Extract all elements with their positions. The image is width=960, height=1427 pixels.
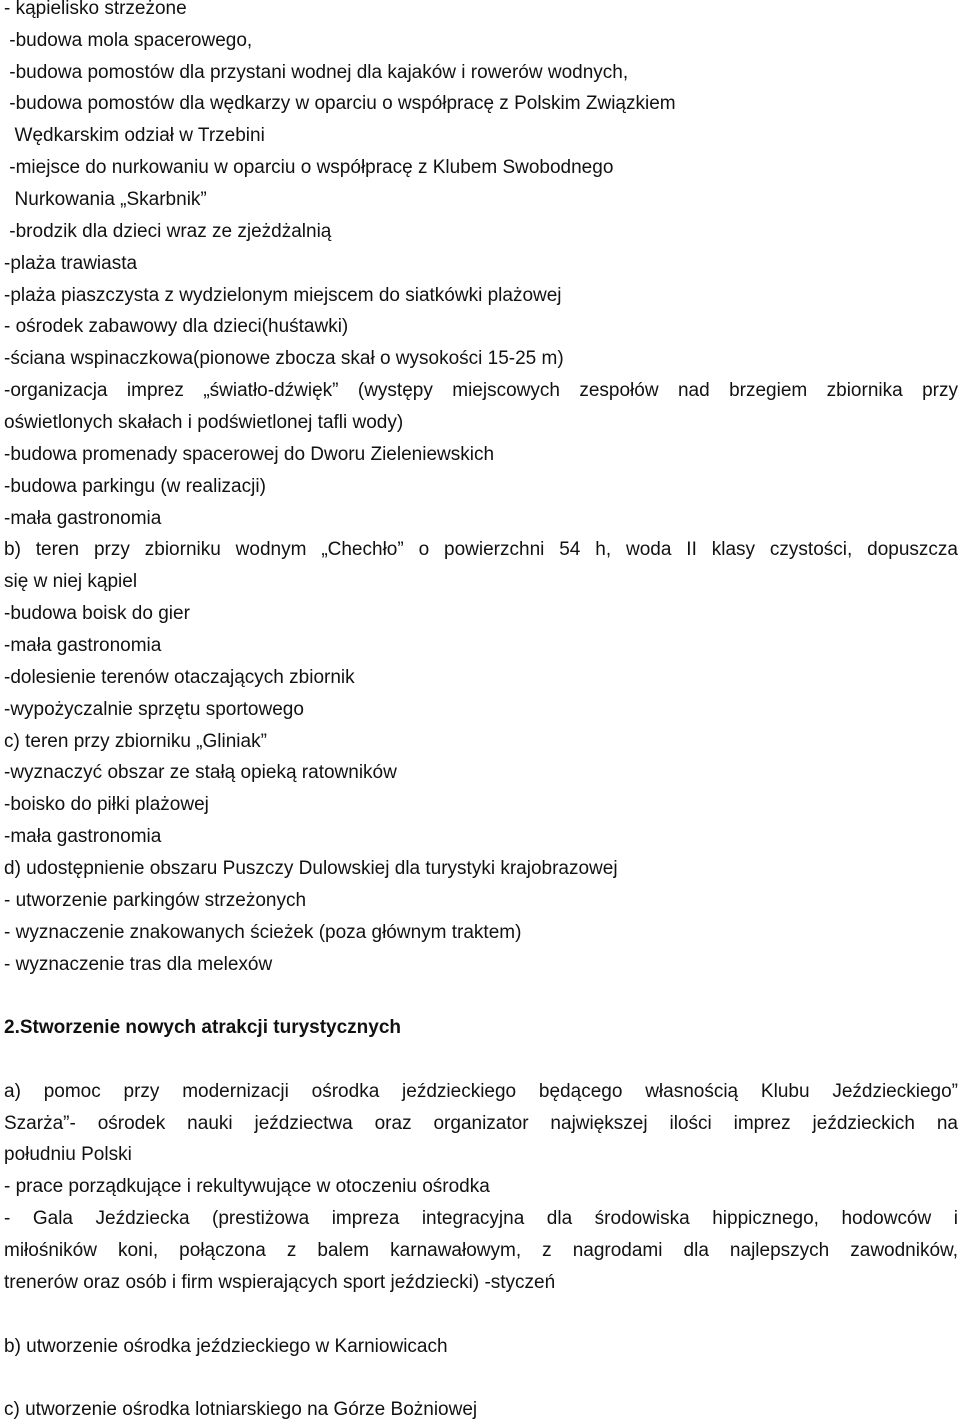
list-item: -budowa promenady spacerowej do Dworu Zieleniewskich [4,444,495,465]
list-item: -budowa mola spacerowego, [4,30,253,51]
paragraph-line: trenerów oraz osób i firm wspierających sport jeździecki) -styczeń [4,1272,556,1293]
list-heading: d) udostępnienie obszaru Puszczy Dulowskiej dla turystyki krajobrazowej [4,858,618,879]
list-item: -plaża piaszczysta z wydzielonym miejscem do siatkówki plażowej [4,285,562,306]
list-item: - utworzenie parkingów strzeżonych [4,890,307,911]
list-item: -wypożyczalnie sprzętu sportowego [4,699,304,720]
list-item: się w niej kąpiel [4,571,138,592]
list-item: -mała gastronomia [4,508,162,529]
list-item: -mała gastronomia [4,635,162,656]
list-item: -miejsce do nurkowaniu w oparciu o współpracę z Klubem Swobodnego [4,157,614,178]
list-item: -plaża trawiasta [4,253,138,274]
paragraph-line: miłośników koni, połączona z balem karnawałowym, z nagrodami dla najlepszych zawodników, [4,1240,958,1261]
list-heading: c) teren przy zbiorniku „Gliniak” [4,731,267,752]
section-heading: 2.Stworzenie nowych atrakcji turystycznych [4,1017,402,1038]
paragraph-line: a) pomoc przy modernizacji ośrodka jeździeckiego będącego własnością Klubu Jeździeckiego” [4,1081,958,1102]
paragraph-line: - Gala Jeździecka (prestiżowa impreza integracyjna dla środowiska hippicznego, hodowców i [4,1208,958,1229]
list-item: -brodzik dla dzieci wraz ze zjeżdżalnią [4,221,332,242]
list-item: -budowa boisk do gier [4,603,190,624]
list-item: Wędkarskim odział w Trzebini [4,125,265,146]
list-item: -ściana wspinaczkowa(pionowe zbocza skał o wysokości 15-25 m) [4,348,564,369]
list-item: -organizacja imprez „światło-dźwięk” (występy miejscowych zespołów nad brzegiem zbiornika przy [4,380,958,401]
list-item: Nurkowania „Skarbnik” [4,189,207,210]
list-item: - prace porządkujące i rekultywujące w otoczeniu ośrodka [4,1176,490,1197]
paragraph-line: południu Polski [4,1144,132,1165]
list-heading: b) utworzenie ośrodka jeździeckiego w Karniowicach [4,1336,448,1357]
list-item: -dolesienie terenów otaczających zbiornik [4,667,355,688]
list-item: -budowa pomostów dla przystani wodnej dla kajaków i rowerów wodnych, [4,62,629,83]
list-heading: c) utworzenie ośrodka lotniarskiego na Górze Bożniowej [4,1399,478,1420]
list-item: -budowa parkingu (w realizacji) [4,476,266,497]
list-item: oświetlonych skałach i podświetlonej tafli wody) [4,412,404,433]
list-item: - ośrodek zabawowy dla dzieci(huśtawki) [4,316,349,337]
list-item: -budowa pomostów dla wędkarzy w oparciu o współpracę z Polskim Związkiem [4,93,676,114]
list-heading: b) teren przy zbiorniku wodnym „Chechło” o powierzchni 54 h, woda II klasy czystości, dopuszcza [4,539,958,560]
list-item: - kąpielisko strzeżone [4,0,187,19]
paragraph-line: Szarża”- ośrodek nauki jeździectwa oraz organizator największej ilości imprez jeździeckich na [4,1113,958,1134]
list-item: -wyznaczyć obszar ze stałą opieką ratowników [4,762,397,783]
list-item: - wyznaczenie tras dla melexów [4,954,273,975]
list-item: -boisko do piłki plażowej [4,794,209,815]
list-item: - wyznaczenie znakowanych ścieżek (poza głównym traktem) [4,922,522,943]
list-item: -mała gastronomia [4,826,162,847]
